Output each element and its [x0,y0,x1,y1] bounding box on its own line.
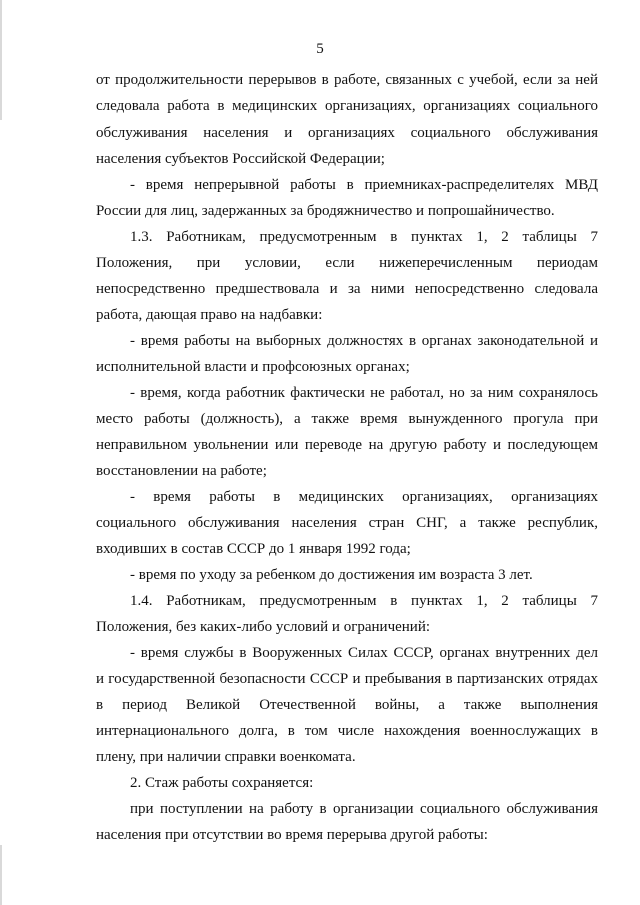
scan-edge-mark-top [0,0,2,120]
text-line-3: обслуживания населения и организациях социального обслуживания [96,125,598,141]
text-line-19: входивших в состав СССР до 1 января 1992 года; [96,541,411,557]
text-line-26: интернационального долга, в том числе нахождения военнослужащих в [96,723,598,739]
text-line-1: от продолжительности перерывов в работе, связанных с учебой, если за ней [96,72,598,88]
text-line-22: Положения, без каких-либо условий и ограничений: [96,619,431,635]
text-line-29: при поступлении на работу в организации социального обслуживания [130,801,598,817]
text-line-25: в период Великой Отечественной войны, а также выполнения [96,697,598,713]
text-line-18: социального обслуживания населения стран СНГ, а также республик, [96,515,598,531]
page-number: 5 [316,41,324,57]
text-line-28: 2. Стаж работы сохраняется: [130,775,314,791]
text-line-7: 1.3. Работникам, предусмотренным в пунктах 1, 2 таблицы 7 [130,229,598,245]
text-line-12: исполнительной власти и профсоюзных органах; [96,359,410,375]
text-line-24: и государственной безопасности СССР и пребывания в партизанских отрядах [96,671,598,687]
text-line-13: - время, когда работник фактически не работал, но за ним сохранялось [130,385,598,401]
text-line-17: - время работы в медицинских организациях, организациях [130,489,598,505]
text-line-10: работа, дающая право на надбавки: [96,307,323,323]
text-line-20: - время по уходу за ребенком до достижения им возраста 3 лет. [130,567,533,583]
text-line-21: 1.4. Работникам, предусмотренным в пунктах 1, 2 таблицы 7 [130,593,598,609]
text-line-5: - время непрерывной работы в приемниках-распределителях МВД [130,177,598,193]
text-line-9: непосредственно предшествовала и за ними непосредственно следовала [96,281,598,297]
text-line-4: населения субъектов Российской Федерации; [96,151,385,167]
text-line-14: место работы (должность), а также время вынужденного прогула при [96,411,598,427]
text-line-23: - время службы в Вооруженных Силах СССР, органах внутренних дел [130,645,598,661]
text-line-27: плену, при наличии справки военкомата. [96,749,356,765]
text-line-11: - время работы на выборных должностях в органах законодательной и [130,333,598,349]
text-line-30: населения при отсутствии во время перерыва другой работы: [96,827,488,843]
text-line-2: следовала работа в медицинских организациях, организациях социального [96,98,598,114]
text-line-16: восстановлении на работе; [96,463,267,479]
text-line-6: России для лиц, задержанных за бродяжничество и попрошайничество. [96,203,555,219]
text-line-8: Положения, при условии, если нижеперечисленным периодам [96,255,598,271]
text-line-15: неправильном увольнении или переводе на другую работу и последующем [96,437,598,453]
scan-edge-mark-bottom [0,845,2,905]
